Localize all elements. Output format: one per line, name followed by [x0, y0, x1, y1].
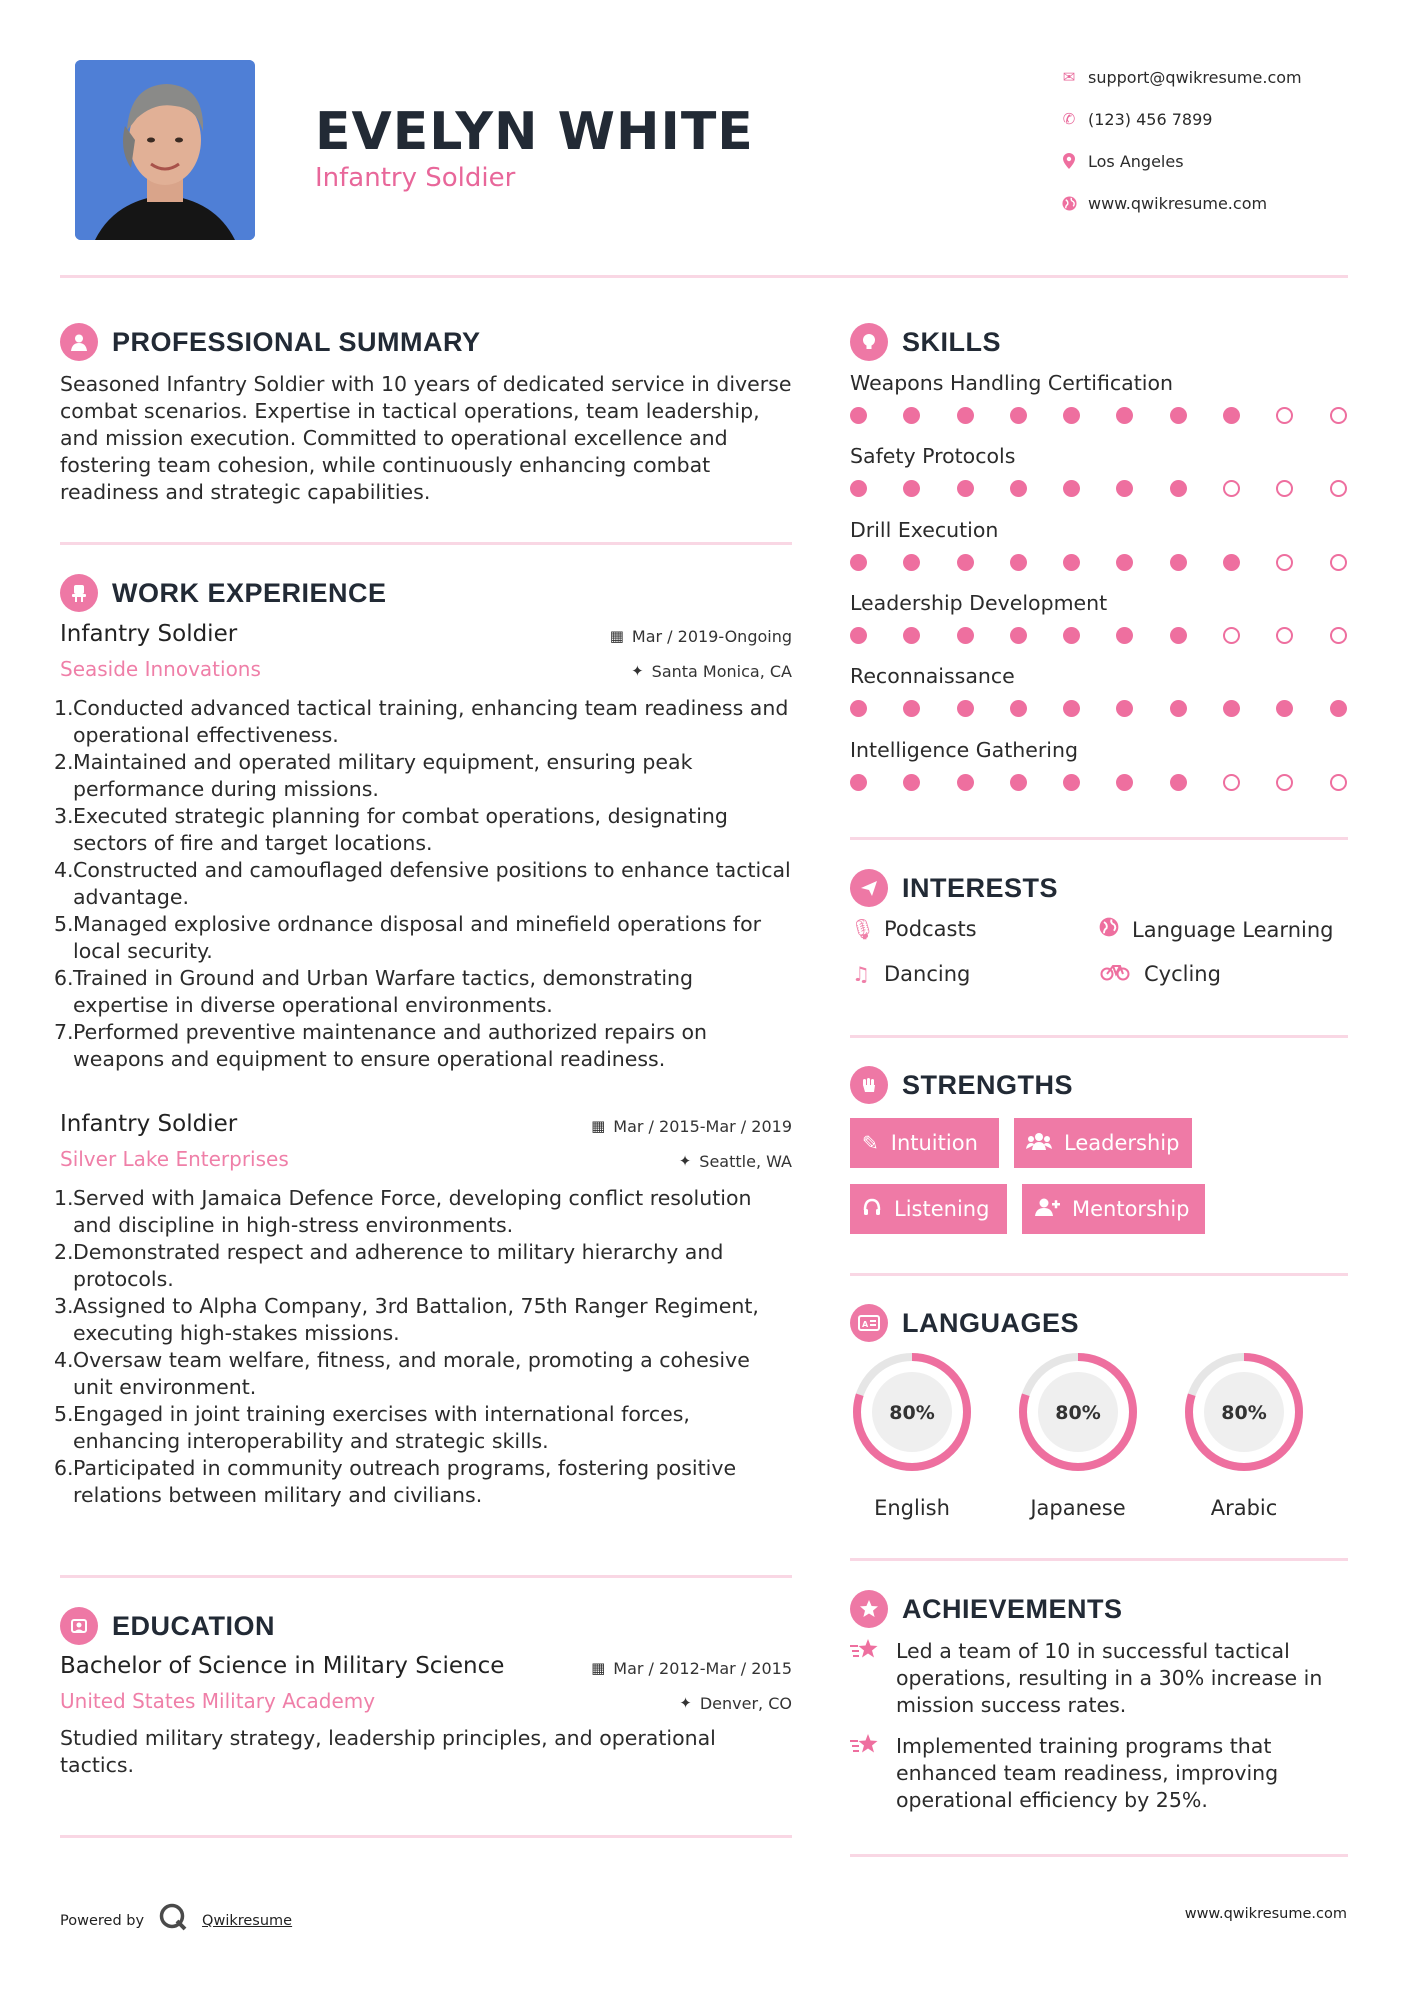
rating-dot-filled	[1063, 407, 1080, 424]
job-date	[610, 627, 792, 646]
summary-heading	[60, 323, 481, 361]
skill-rating	[850, 480, 1350, 497]
header-divider	[60, 275, 1348, 278]
education-description: Studied military strategy, leadership principles, and operational tactics.	[60, 1726, 716, 1777]
rating-dot-filled	[1170, 627, 1187, 644]
skill-item	[850, 591, 1350, 644]
language-percent: 80%	[889, 1402, 935, 1424]
strength-tag-leadership	[1014, 1118, 1192, 1168]
skill-rating	[850, 627, 1350, 644]
fist-icon	[850, 1066, 888, 1104]
skill-rating	[850, 774, 1350, 791]
rating-dot-filled	[957, 700, 974, 717]
rating-dot-filled	[1223, 700, 1240, 717]
phone-icon: ✆	[1062, 110, 1076, 128]
job-entry-1	[54, 621, 792, 1073]
strengths-divider	[850, 1273, 1348, 1276]
job-location	[679, 1152, 792, 1171]
headphones-icon	[862, 1197, 882, 1222]
list-item: 2. Demonstrated respect and adherence to military hierarchy and protocols.	[54, 1240, 724, 1291]
calendar-icon: ▦	[591, 1659, 606, 1677]
rating-dot-filled	[850, 407, 867, 424]
experience-title: WORK EXPERIENCE	[112, 577, 387, 608]
profile-photo	[75, 60, 255, 240]
list-item: 4. Constructed and camouflaged defensive positions to enhance tactical advantage.	[54, 858, 791, 909]
language-progress-ring	[1016, 1350, 1140, 1474]
strength-label: Mentorship	[1072, 1197, 1190, 1221]
education-title: EDUCATION	[112, 1610, 275, 1641]
rating-dot-filled	[1116, 407, 1133, 424]
contact-website-value[interactable]: www.qwikresume.com	[1088, 193, 1268, 213]
list-item: 5. Engaged in joint training exercises with international forces, enhancing interoperability and strategic skills.	[54, 1402, 690, 1453]
rating-dot-filled	[1276, 700, 1293, 717]
education-divider	[60, 1835, 792, 1838]
rating-dot-filled	[1063, 700, 1080, 717]
language-item	[1016, 1350, 1140, 1520]
language-icon	[850, 1304, 888, 1342]
rating-dot-empty	[1330, 627, 1347, 644]
contact-phone	[1050, 98, 1380, 140]
job-date-value: Mar / 2019-Ongoing	[631, 626, 792, 646]
list-item: 3. Assigned to Alpha Company, 3rd Battalion, 75th Ranger Regiment, executing high-stakes missions.	[54, 1294, 759, 1345]
interest-item-cycling	[1098, 962, 1221, 986]
languages-divider	[850, 1558, 1348, 1561]
rating-dot-empty	[1276, 774, 1293, 791]
rating-dot-filled	[903, 480, 920, 497]
user-icon	[60, 323, 98, 361]
skill-name: Reconnaissance	[850, 664, 1015, 689]
skill-item	[850, 518, 1350, 571]
contact-website	[1050, 182, 1380, 224]
strength-label: Intuition	[890, 1131, 978, 1155]
magic-wand-icon: ✎	[862, 1131, 879, 1155]
skill-rating	[850, 554, 1350, 571]
language-progress-ring	[1182, 1350, 1306, 1474]
list-item: 7. Performed preventive maintenance and authorized repairs on weapons and equipment to ensure operational readiness.	[54, 1020, 708, 1071]
job-title: Infantry Soldier	[60, 1111, 238, 1137]
music-note-icon: ♫	[852, 962, 870, 986]
rating-dot-empty	[1330, 774, 1347, 791]
rating-dot-empty	[1276, 554, 1293, 571]
lightbulb-icon	[850, 323, 888, 361]
qwikresume-link[interactable]: Qwikresume	[202, 1913, 293, 1929]
users-icon	[1026, 1131, 1052, 1156]
candidate-name: EVELYN WHITE	[315, 102, 754, 162]
list-item: 2. Maintained and operated military equipment, ensuring peak performance during missions.	[54, 750, 693, 801]
skill-item	[850, 664, 1350, 717]
rating-dot-filled	[850, 627, 867, 644]
job-location-value: Seattle, WA	[699, 1151, 792, 1171]
skill-item	[850, 371, 1350, 424]
shooting-star-icon	[850, 1731, 896, 1814]
rating-dot-filled	[1170, 700, 1187, 717]
language-percent: 80%	[1055, 1402, 1101, 1424]
microphone-icon: 🎙︎	[850, 917, 876, 941]
pushpin-icon: ✦	[679, 1694, 692, 1712]
language-percent: 80%	[1221, 1402, 1267, 1424]
rating-dot-filled	[1010, 407, 1027, 424]
envelope-icon: ✉	[1062, 68, 1076, 86]
rating-dot-filled	[1010, 774, 1027, 791]
strength-tag-intuition	[850, 1118, 999, 1168]
rating-dot-filled	[1010, 700, 1027, 717]
job-bullets	[54, 1185, 792, 1509]
interest-item-language-learning	[1098, 917, 1333, 942]
rating-dot-filled	[1063, 627, 1080, 644]
skill-item	[850, 444, 1350, 497]
language-item	[850, 1350, 974, 1520]
skill-name: Drill Execution	[850, 517, 999, 542]
rating-dot-empty	[1223, 774, 1240, 791]
interests-heading	[850, 869, 1058, 907]
rating-dot-filled	[1116, 774, 1133, 791]
list-item: 6. Participated in community outreach programs, fostering positive relations between military and civilians.	[54, 1456, 737, 1507]
education-date	[591, 1659, 792, 1678]
strength-label: Listening	[894, 1197, 990, 1221]
rating-dot-filled	[1116, 627, 1133, 644]
list-item: 5. Managed explosive ordnance disposal and minefield operations for local security.	[54, 912, 762, 963]
graduation-icon	[60, 1607, 98, 1645]
rating-dot-filled	[1170, 554, 1187, 571]
list-item: 4. Oversaw team welfare, fitness, and morale, promoting a cohesive unit environment.	[54, 1348, 750, 1399]
skill-item	[850, 738, 1350, 791]
rating-dot-filled	[1010, 554, 1027, 571]
contact-email	[1050, 56, 1380, 98]
summary-text: Seasoned Infantry Soldier with 10 years of dedicated service in diverse combat scenarios. Expertise in tactical operations, team leadership, and mission execution. Committed to operational excellence and fostering team cohesion, while continuously enhancing combat readiness and strategic capabilities.	[60, 372, 792, 504]
job-location	[631, 662, 792, 681]
interest-label: Language Learning	[1132, 917, 1334, 942]
job-title: Infantry Soldier	[60, 621, 238, 647]
skill-name: Leadership Development	[850, 590, 1108, 615]
footer-website[interactable]: www.qwikresume.com	[1184, 1906, 1347, 1922]
candidate-title: Infantry Soldier	[315, 163, 516, 193]
skills-divider	[850, 837, 1348, 840]
strengths-title: STRENGTHS	[902, 1069, 1074, 1100]
interests-title: INTERESTS	[902, 872, 1059, 903]
calendar-icon: ▦	[609, 627, 624, 645]
education-entry	[60, 1653, 792, 1779]
location-pin-icon	[1050, 153, 1088, 169]
languages-title: LANGUAGES	[902, 1307, 1080, 1338]
rating-dot-filled	[1330, 700, 1347, 717]
strength-label: Leadership	[1064, 1131, 1180, 1155]
achievement-item	[850, 1638, 1350, 1719]
rating-dot-empty	[1330, 407, 1347, 424]
experience-heading	[60, 574, 387, 612]
user-plus-icon	[1034, 1197, 1060, 1222]
contact-list	[1050, 56, 1380, 224]
interest-label: Dancing	[884, 962, 971, 986]
interest-item-podcasts	[850, 917, 977, 941]
summary-divider	[60, 542, 792, 545]
rating-dot-empty	[1276, 480, 1293, 497]
skill-rating	[850, 700, 1350, 717]
rating-dot-filled	[903, 407, 920, 424]
language-progress-ring	[850, 1350, 974, 1474]
rating-dot-filled	[1063, 774, 1080, 791]
interest-label: Podcasts	[884, 917, 977, 941]
list-item: 1. Conducted advanced tactical training, enhancing team readiness and operational effectiveness.	[54, 696, 789, 747]
achievement-text: Implemented training programs that enhanced team readiness, improving operational efficiency by 25%.	[896, 1734, 1279, 1812]
interest-item-dancing	[850, 962, 970, 986]
job-entry-2	[54, 1111, 792, 1509]
job-date-value: Mar / 2015-Mar / 2019	[613, 1116, 792, 1136]
languages-heading	[850, 1304, 1079, 1342]
globe-icon	[1050, 196, 1088, 211]
summary-title: PROFESSIONAL SUMMARY	[112, 326, 481, 357]
list-item: 6. Trained in Ground and Urban Warfare tactics, demonstrating expertise in diverse operational environments.	[54, 966, 694, 1017]
achievements-divider	[850, 1854, 1348, 1857]
language-name: Japanese	[1030, 1496, 1126, 1520]
experience-divider	[60, 1575, 792, 1578]
job-bullets	[54, 695, 792, 1073]
skill-name: Weapons Handling Certification	[850, 371, 1173, 395]
education-heading	[60, 1607, 275, 1645]
rating-dot-filled	[1116, 554, 1133, 571]
pushpin-icon: ✦	[678, 1152, 692, 1170]
rating-dot-filled	[850, 480, 867, 497]
rating-dot-filled	[957, 627, 974, 644]
education-location-value: Denver, CO	[699, 1693, 792, 1713]
rating-dot-filled	[957, 407, 974, 424]
contact-email-value[interactable]: support@qwikresume.com	[1088, 67, 1302, 87]
rating-dot-filled	[850, 774, 867, 791]
achievements-title: ACHIEVEMENTS	[902, 1593, 1123, 1624]
rating-dot-empty	[1276, 627, 1293, 644]
globe-icon	[1098, 917, 1120, 942]
strengths-heading	[850, 1066, 1073, 1104]
rating-dot-empty	[1223, 627, 1240, 644]
rating-dot-filled	[1116, 480, 1133, 497]
rating-dot-empty	[1330, 480, 1347, 497]
rating-dot-filled	[1063, 554, 1080, 571]
interest-label: Cycling	[1144, 962, 1221, 986]
footer-powered-by	[60, 1902, 292, 1940]
calendar-icon: ▦	[591, 1117, 606, 1135]
rating-dot-filled	[903, 554, 920, 571]
bicycle-icon	[1098, 962, 1132, 986]
rating-dot-filled	[903, 774, 920, 791]
rating-dot-filled	[1170, 480, 1187, 497]
rating-dot-filled	[1170, 774, 1187, 791]
job-company: Seaside Innovations	[60, 657, 261, 681]
rating-dot-filled	[1063, 480, 1080, 497]
education-location	[679, 1694, 792, 1713]
rating-dot-filled	[903, 627, 920, 644]
pushpin-icon: ✦	[631, 662, 644, 680]
degree-title: Bachelor of Science in Military Science	[60, 1653, 505, 1679]
achievements-heading	[850, 1590, 1123, 1628]
contact-location	[1050, 140, 1380, 182]
contact-phone-value: (123) 456 7899	[1088, 109, 1213, 129]
paper-plane-icon	[850, 869, 888, 907]
rating-dot-filled	[957, 774, 974, 791]
language-name: English	[874, 1496, 950, 1520]
rating-dot-filled	[957, 554, 974, 571]
rating-dot-filled	[850, 700, 867, 717]
skill-name: Intelligence Gathering	[850, 737, 1079, 762]
qwikresume-logo-icon	[158, 1902, 188, 1940]
shooting-star-icon	[850, 1636, 896, 1719]
list-item: 3. Executed strategic planning for combat operations, designating sectors of fire and target locations.	[54, 804, 728, 855]
powered-by-label: Powered by	[60, 1913, 145, 1929]
svg-text:A: A	[862, 1320, 869, 1329]
job-company: Silver Lake Enterprises	[60, 1147, 289, 1171]
language-item	[1182, 1350, 1306, 1520]
job-date	[591, 1117, 792, 1136]
education-date-value: Mar / 2012-Mar / 2015	[613, 1658, 792, 1678]
skills-heading	[850, 323, 1001, 361]
rating-dot-filled	[1170, 407, 1187, 424]
job-location-value: Santa Monica, CA	[651, 661, 792, 681]
interests-divider	[850, 1035, 1348, 1038]
rating-dot-filled	[903, 700, 920, 717]
school-name: United States Military Academy	[60, 1689, 376, 1713]
achievement-item	[850, 1733, 1350, 1814]
rating-dot-empty	[1330, 554, 1347, 571]
rating-dot-filled	[1116, 700, 1133, 717]
rating-dot-filled	[850, 554, 867, 571]
list-item: 1. Served with Jamaica Defence Force, developing conflict resolution and discipline in high-stress environments.	[54, 1186, 752, 1237]
rating-dot-filled	[1010, 480, 1027, 497]
strength-tag-listening	[850, 1184, 1007, 1234]
contact-location-value: Los Angeles	[1088, 151, 1184, 171]
strength-tag-mentorship	[1022, 1184, 1205, 1234]
star-badge-icon	[850, 1590, 888, 1628]
rating-dot-filled	[957, 480, 974, 497]
rating-dot-empty	[1223, 480, 1240, 497]
rating-dot-filled	[1223, 554, 1240, 571]
skill-name: Safety Protocols	[850, 444, 1016, 469]
rating-dot-empty	[1276, 407, 1293, 424]
skill-rating	[850, 407, 1350, 424]
chair-icon	[60, 574, 98, 612]
language-name: Arabic	[1210, 1496, 1278, 1520]
achievement-text: Led a team of 10 in successful tactical operations, resulting in a 30% increase in mission success rates.	[896, 1639, 1323, 1717]
rating-dot-filled	[1223, 407, 1240, 424]
rating-dot-filled	[1010, 627, 1027, 644]
skills-title: SKILLS	[902, 326, 1002, 357]
